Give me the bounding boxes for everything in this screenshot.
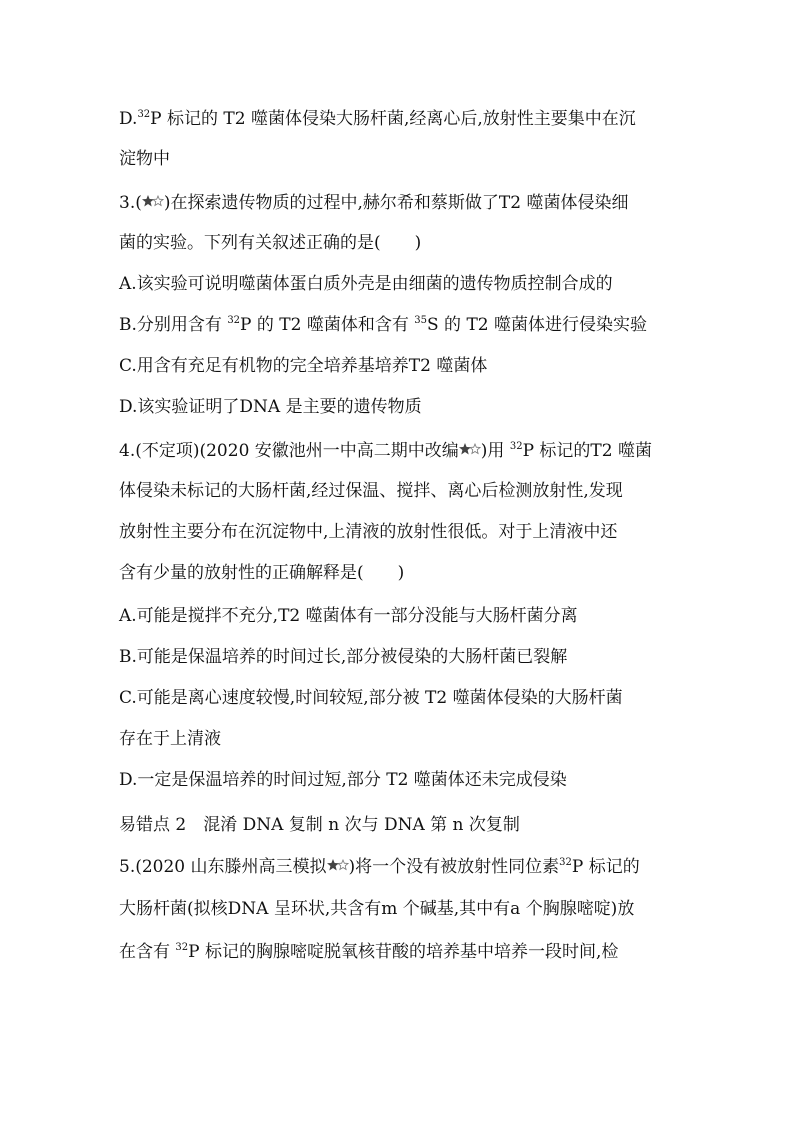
option-c: C.可能是离心速度较慢,时间较短,部分被 T2 噬菌体侵染的大肠杆菌 xyxy=(119,688,623,708)
question-5-stem: 5.(2020 山东滕州高三模拟 )将一个没有被放射性同位素$^{32}$P 标记的 xyxy=(119,857,640,877)
question-4-stem: 4.(不定项)(2020 安徽池州一中高二期中改编 )用 $^{32}$P 标记的T2 噬菌 xyxy=(119,441,652,461)
text-line: 淀物中 xyxy=(119,149,170,169)
text-line: 存在于上清液 xyxy=(119,729,221,749)
difficulty-star-icon xyxy=(327,855,349,867)
option-b: B.可能是保温培养的时间过长,部分被侵染的大肠杆菌已裂解 xyxy=(119,647,568,667)
text-line: 含有少量的放射性的正确解释是( ) xyxy=(119,563,405,583)
option-b: B.分别用含有 $^{32}$P 的 T2 噬菌体和含有 $^{35}$S 的 T2 噬菌体进行侵染实验 xyxy=(119,315,648,335)
text-line: 在含有 $^{32}$P 标记的胸腺嘧啶脱氧核苷酸的培养基中培养一段时间,检 xyxy=(119,942,619,962)
option-d: D.一定是保温培养的时间过短,部分 T2 噬菌体还未完成侵染 xyxy=(119,770,567,790)
option-d: D.该实验证明了DNA 是主要的遗传物质 xyxy=(119,397,422,417)
text-line: 放射性主要分布在沉淀物中,上清液的放射性很低。对于上清液中还 xyxy=(119,522,618,542)
option-c: C.用含有充足有机物的完全培养基培养T2 噬菌体 xyxy=(119,356,488,376)
difficulty-star-icon xyxy=(142,191,164,203)
option-a: A.该实验可说明噬菌体蛋白质外壳是由细菌的遗传物质控制合成的 xyxy=(119,274,613,294)
text-line: 体侵染未标记的大肠杆菌,经过保温、搅拌、离心后检测放射性,发现 xyxy=(119,481,623,501)
difficulty-star-icon xyxy=(459,439,481,451)
option-a: A.可能是搅拌不充分,T2 噬菌体有一部分没能与大肠杆菌分离 xyxy=(119,606,578,626)
text-line: 大肠杆菌(拟核DNA 呈环状,共含有m 个碱基,其中有a 个胸腺嘧啶)放 xyxy=(119,899,635,919)
text-line: 菌的实验。下列有关叙述正确的是( ) xyxy=(119,233,422,253)
section-heading: 易错点 2 混淆 DNA 复制 n 次与 DNA 第 n 次复制 xyxy=(119,815,520,835)
text-line: D.$^{32}$P 标记的 T2 噬菌体侵染大肠杆菌,经离心后,放射性主要集中在沉 xyxy=(119,109,636,129)
question-3-stem: 3.( )在探索遗传物质的过程中,赫尔希和蔡斯做了T2 噬菌体侵染细 xyxy=(119,193,629,213)
